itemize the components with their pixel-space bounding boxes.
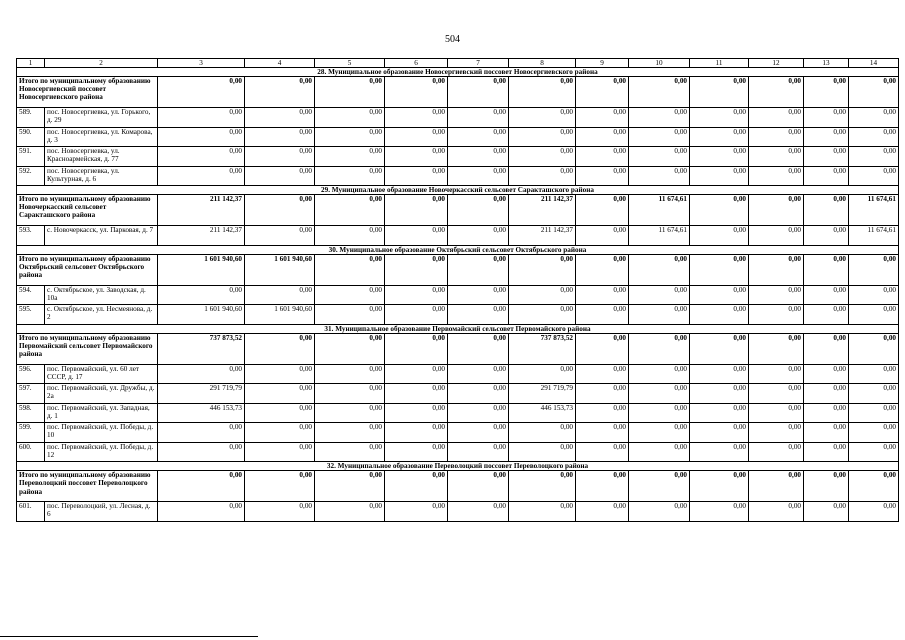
section-title: 31. Муниципальное образование Первомайский сельсовет Первомайского района xyxy=(17,324,899,333)
value-cell: 0,00 xyxy=(804,254,849,285)
row-number: 593. xyxy=(17,226,45,246)
value-cell: 0,00 xyxy=(749,442,804,462)
value-cell: 0,00 xyxy=(849,423,899,443)
address-cell: пос. Первомайский, ул. Дружбы, д. 2а xyxy=(45,384,158,404)
value-cell: 0,00 xyxy=(749,285,804,305)
value-cell: 0,00 xyxy=(315,305,385,325)
value-cell: 0,00 xyxy=(576,127,629,147)
address-cell: пос. Переволоцкий, ул. Лесная, д. 6 xyxy=(45,502,158,522)
value-cell: 0,00 xyxy=(629,147,690,167)
subtotal-label: Итого по муниципальному образованию Первомайский сельсовет Первомайского района xyxy=(17,333,158,364)
value-cell: 0,00 xyxy=(158,147,245,167)
value-cell: 0,00 xyxy=(158,442,245,462)
value-cell: 0,00 xyxy=(629,333,690,364)
table-row xyxy=(17,384,899,404)
row-number: 589. xyxy=(17,108,45,128)
value-cell: 0,00 xyxy=(690,384,749,404)
value-cell: 1 601 940,60 xyxy=(158,254,245,285)
value-cell: 0,00 xyxy=(690,442,749,462)
value-cell: 737 873,52 xyxy=(509,333,576,364)
value-cell: 0,00 xyxy=(315,502,385,522)
value-cell: 0,00 xyxy=(690,364,749,384)
value-cell: 0,00 xyxy=(804,108,849,128)
value-cell: 0,00 xyxy=(576,195,629,226)
value-cell: 0,00 xyxy=(690,285,749,305)
section-header-row xyxy=(17,324,899,333)
value-cell: 0,00 xyxy=(158,108,245,128)
value-cell: 0,00 xyxy=(749,147,804,167)
value-cell: 0,00 xyxy=(315,423,385,443)
value-cell: 0,00 xyxy=(448,364,509,384)
value-cell: 0,00 xyxy=(448,254,509,285)
value-cell: 0,00 xyxy=(576,147,629,167)
value-cell: 0,00 xyxy=(629,403,690,423)
value-cell: 0,00 xyxy=(804,127,849,147)
value-cell: 0,00 xyxy=(158,364,245,384)
value-cell: 0,00 xyxy=(385,333,448,364)
value-cell: 0,00 xyxy=(849,77,899,108)
table-body xyxy=(17,59,899,522)
value-cell: 0,00 xyxy=(509,364,576,384)
value-cell: 0,00 xyxy=(749,226,804,246)
value-cell: 0,00 xyxy=(448,108,509,128)
value-cell: 0,00 xyxy=(158,471,245,502)
subtotal-label: Итого по муниципальному образованию Новосергиевский поссовет Новосергиевского района xyxy=(17,77,158,108)
address-cell: с. Новочеркасск, ул. Парковая, д. 7 xyxy=(45,226,158,246)
value-cell: 0,00 xyxy=(804,226,849,246)
value-cell: 0,00 xyxy=(849,502,899,522)
column-header: 1 xyxy=(17,59,45,68)
value-cell: 0,00 xyxy=(385,364,448,384)
value-cell: 0,00 xyxy=(690,226,749,246)
value-cell: 0,00 xyxy=(245,384,315,404)
value-cell: 0,00 xyxy=(245,502,315,522)
subtotal-row xyxy=(17,254,899,285)
value-cell: 0,00 xyxy=(576,403,629,423)
value-cell: 0,00 xyxy=(315,285,385,305)
value-cell: 0,00 xyxy=(245,364,315,384)
value-cell: 0,00 xyxy=(315,471,385,502)
value-cell: 0,00 xyxy=(749,254,804,285)
row-number: 591. xyxy=(17,147,45,167)
value-cell: 0,00 xyxy=(245,127,315,147)
value-cell: 0,00 xyxy=(629,127,690,147)
value-cell: 0,00 xyxy=(448,166,509,186)
value-cell: 0,00 xyxy=(849,166,899,186)
value-cell: 0,00 xyxy=(245,166,315,186)
value-cell: 0,00 xyxy=(245,226,315,246)
address-cell: пос. Новосергиевка, ул. Культурная, д. 6 xyxy=(45,166,158,186)
value-cell: 0,00 xyxy=(849,364,899,384)
value-cell: 0,00 xyxy=(804,364,849,384)
value-cell: 0,00 xyxy=(849,108,899,128)
value-cell: 211 142,37 xyxy=(158,226,245,246)
value-cell: 0,00 xyxy=(315,364,385,384)
value-cell: 0,00 xyxy=(576,77,629,108)
value-cell: 0,00 xyxy=(849,442,899,462)
value-cell: 0,00 xyxy=(385,166,448,186)
value-cell: 0,00 xyxy=(509,285,576,305)
value-cell: 0,00 xyxy=(245,403,315,423)
table-row xyxy=(17,127,899,147)
budget-table xyxy=(16,58,899,522)
value-cell: 0,00 xyxy=(315,127,385,147)
value-cell: 11 674,61 xyxy=(629,195,690,226)
column-header: 8 xyxy=(509,59,576,68)
value-cell: 0,00 xyxy=(245,195,315,226)
subtotal-label: Итого по муниципальному образованию Новочеркасский сельсовет Саракташского района xyxy=(17,195,158,226)
value-cell: 0,00 xyxy=(629,442,690,462)
value-cell: 0,00 xyxy=(448,226,509,246)
column-header: 5 xyxy=(315,59,385,68)
value-cell: 0,00 xyxy=(385,108,448,128)
row-number: 601. xyxy=(17,502,45,522)
value-cell: 0,00 xyxy=(245,442,315,462)
address-cell: пос. Первомайский, ул. Западная, д. 1 xyxy=(45,403,158,423)
value-cell: 0,00 xyxy=(576,423,629,443)
value-cell: 1 601 940,60 xyxy=(245,305,315,325)
value-cell: 0,00 xyxy=(385,423,448,443)
section-title: 32. Муниципальное образование Переволоцкий поссовет Переволоцкого района xyxy=(17,462,899,471)
value-cell: 0,00 xyxy=(385,471,448,502)
value-cell: 0,00 xyxy=(749,384,804,404)
value-cell: 0,00 xyxy=(629,502,690,522)
section-header-row xyxy=(17,462,899,471)
address-cell: с. Октябрьское, ул. Несмеянова, д. 2 xyxy=(45,305,158,325)
value-cell: 211 142,37 xyxy=(158,195,245,226)
value-cell: 0,00 xyxy=(629,166,690,186)
value-cell: 0,00 xyxy=(448,333,509,364)
value-cell: 0,00 xyxy=(690,147,749,167)
value-cell: 0,00 xyxy=(315,166,385,186)
value-cell: 0,00 xyxy=(245,333,315,364)
value-cell: 0,00 xyxy=(576,285,629,305)
row-number: 592. xyxy=(17,166,45,186)
row-number: 596. xyxy=(17,364,45,384)
section-title: 30. Муниципальное образование Октябрьский сельсовет Октябрьского района xyxy=(17,245,899,254)
value-cell: 0,00 xyxy=(315,77,385,108)
subtotal-row xyxy=(17,333,899,364)
value-cell: 0,00 xyxy=(385,254,448,285)
address-cell: пос. Первомайский, ул. Победы, д. 12 xyxy=(45,442,158,462)
value-cell: 0,00 xyxy=(509,442,576,462)
value-cell: 211 142,37 xyxy=(509,195,576,226)
value-cell: 0,00 xyxy=(804,442,849,462)
value-cell: 0,00 xyxy=(245,147,315,167)
value-cell: 0,00 xyxy=(690,471,749,502)
value-cell: 0,00 xyxy=(448,423,509,443)
value-cell: 0,00 xyxy=(158,127,245,147)
value-cell: 11 674,61 xyxy=(629,226,690,246)
value-cell: 0,00 xyxy=(749,333,804,364)
section-title: 28. Муниципальное образование Новосергиевский поссовет Новосергиевского района xyxy=(17,68,899,77)
value-cell: 0,00 xyxy=(849,471,899,502)
table-row xyxy=(17,166,899,186)
value-cell: 0,00 xyxy=(804,77,849,108)
value-cell: 0,00 xyxy=(448,147,509,167)
column-header: 6 xyxy=(385,59,448,68)
value-cell: 0,00 xyxy=(448,442,509,462)
value-cell: 0,00 xyxy=(690,333,749,364)
value-cell: 0,00 xyxy=(448,384,509,404)
value-cell: 0,00 xyxy=(629,77,690,108)
value-cell: 446 153,73 xyxy=(509,403,576,423)
column-header: 10 xyxy=(629,59,690,68)
table-row xyxy=(17,147,899,167)
value-cell: 1 601 940,60 xyxy=(245,254,315,285)
row-number: 590. xyxy=(17,127,45,147)
value-cell: 0,00 xyxy=(448,471,509,502)
row-number: 594. xyxy=(17,285,45,305)
column-header: 12 xyxy=(749,59,804,68)
value-cell: 0,00 xyxy=(690,195,749,226)
value-cell: 0,00 xyxy=(629,471,690,502)
table-row xyxy=(17,423,899,443)
table-row xyxy=(17,403,899,423)
value-cell: 0,00 xyxy=(509,127,576,147)
value-cell: 0,00 xyxy=(690,77,749,108)
value-cell: 0,00 xyxy=(849,384,899,404)
address-cell: пос. Первомайский, ул. 60 лет СССР, д. 17 xyxy=(45,364,158,384)
column-header: 9 xyxy=(576,59,629,68)
value-cell: 0,00 xyxy=(804,403,849,423)
column-header: 14 xyxy=(849,59,899,68)
subtotal-label: Итого по муниципальному образованию Октябрьский сельсовет Октябрьского района xyxy=(17,254,158,285)
value-cell: 0,00 xyxy=(629,423,690,443)
value-cell: 0,00 xyxy=(158,502,245,522)
value-cell: 0,00 xyxy=(315,147,385,167)
value-cell: 0,00 xyxy=(849,127,899,147)
value-cell: 0,00 xyxy=(509,305,576,325)
column-header: 7 xyxy=(448,59,509,68)
value-cell: 0,00 xyxy=(576,166,629,186)
value-cell: 0,00 xyxy=(315,195,385,226)
value-cell: 0,00 xyxy=(576,305,629,325)
value-cell: 0,00 xyxy=(315,333,385,364)
value-cell: 446 153,73 xyxy=(158,403,245,423)
value-cell: 0,00 xyxy=(804,502,849,522)
address-cell: с. Октябрьское, ул. Заводская, д. 10а xyxy=(45,285,158,305)
column-header: 11 xyxy=(690,59,749,68)
value-cell: 0,00 xyxy=(690,166,749,186)
value-cell: 0,00 xyxy=(629,384,690,404)
table-row xyxy=(17,364,899,384)
subtotal-row xyxy=(17,195,899,226)
value-cell: 0,00 xyxy=(158,166,245,186)
value-cell: 0,00 xyxy=(245,471,315,502)
value-cell: 0,00 xyxy=(509,254,576,285)
value-cell: 0,00 xyxy=(576,254,629,285)
value-cell: 0,00 xyxy=(385,305,448,325)
value-cell: 0,00 xyxy=(690,127,749,147)
value-cell: 0,00 xyxy=(804,195,849,226)
value-cell: 0,00 xyxy=(749,305,804,325)
row-number: 597. xyxy=(17,384,45,404)
value-cell: 0,00 xyxy=(245,285,315,305)
value-cell: 0,00 xyxy=(749,502,804,522)
value-cell: 0,00 xyxy=(509,108,576,128)
value-cell: 0,00 xyxy=(576,333,629,364)
value-cell: 0,00 xyxy=(749,166,804,186)
footer-rule xyxy=(0,636,258,637)
value-cell: 0,00 xyxy=(690,423,749,443)
value-cell: 0,00 xyxy=(849,147,899,167)
value-cell: 0,00 xyxy=(509,502,576,522)
column-header: 4 xyxy=(245,59,315,68)
value-cell: 0,00 xyxy=(509,77,576,108)
value-cell: 0,00 xyxy=(804,147,849,167)
value-cell: 0,00 xyxy=(448,502,509,522)
value-cell: 0,00 xyxy=(749,127,804,147)
column-header: 2 xyxy=(45,59,158,68)
value-cell: 0,00 xyxy=(448,403,509,423)
value-cell: 0,00 xyxy=(849,333,899,364)
value-cell: 0,00 xyxy=(629,305,690,325)
value-cell: 0,00 xyxy=(749,77,804,108)
value-cell: 291 719,79 xyxy=(158,384,245,404)
value-cell: 0,00 xyxy=(804,166,849,186)
address-cell: пос. Новосергиевка, ул. Красноармейская, д. 77 xyxy=(45,147,158,167)
value-cell: 0,00 xyxy=(749,195,804,226)
section-header-row xyxy=(17,68,899,77)
value-cell: 0,00 xyxy=(385,403,448,423)
value-cell: 0,00 xyxy=(385,384,448,404)
value-cell: 0,00 xyxy=(629,254,690,285)
value-cell: 0,00 xyxy=(385,127,448,147)
value-cell: 0,00 xyxy=(448,285,509,305)
value-cell: 0,00 xyxy=(385,285,448,305)
value-cell: 0,00 xyxy=(158,77,245,108)
row-number: 599. xyxy=(17,423,45,443)
table-row xyxy=(17,502,899,522)
value-cell: 0,00 xyxy=(315,108,385,128)
value-cell: 0,00 xyxy=(158,285,245,305)
value-cell: 0,00 xyxy=(385,147,448,167)
value-cell: 0,00 xyxy=(804,305,849,325)
value-cell: 0,00 xyxy=(315,384,385,404)
value-cell: 0,00 xyxy=(629,364,690,384)
value-cell: 0,00 xyxy=(448,195,509,226)
value-cell: 0,00 xyxy=(690,305,749,325)
value-cell: 0,00 xyxy=(245,108,315,128)
value-cell: 0,00 xyxy=(315,254,385,285)
value-cell: 0,00 xyxy=(509,166,576,186)
row-number: 598. xyxy=(17,403,45,423)
value-cell: 0,00 xyxy=(804,471,849,502)
value-cell: 0,00 xyxy=(690,502,749,522)
row-number: 595. xyxy=(17,305,45,325)
column-header: 13 xyxy=(804,59,849,68)
value-cell: 0,00 xyxy=(629,285,690,305)
value-cell: 0,00 xyxy=(749,423,804,443)
section-header-row xyxy=(17,245,899,254)
value-cell: 0,00 xyxy=(629,108,690,128)
value-cell: 211 142,37 xyxy=(509,226,576,246)
value-cell: 0,00 xyxy=(576,384,629,404)
value-cell: 0,00 xyxy=(448,305,509,325)
value-cell: 0,00 xyxy=(245,423,315,443)
value-cell: 0,00 xyxy=(690,254,749,285)
value-cell: 0,00 xyxy=(576,226,629,246)
column-number-header-row xyxy=(17,59,899,68)
section-title: 29. Муниципальное образование Новочеркасский сельсовет Саракташского района xyxy=(17,186,899,195)
address-cell: пос. Первомайский, ул. Победы, д. 10 xyxy=(45,423,158,443)
value-cell: 11 674,61 xyxy=(849,195,899,226)
value-cell: 0,00 xyxy=(315,442,385,462)
address-cell: пос. Новосергиевка, ул. Комарова, д. 3 xyxy=(45,127,158,147)
row-number: 600. xyxy=(17,442,45,462)
value-cell: 0,00 xyxy=(448,127,509,147)
column-header: 3 xyxy=(158,59,245,68)
value-cell: 0,00 xyxy=(804,423,849,443)
value-cell: 0,00 xyxy=(509,147,576,167)
table-row xyxy=(17,442,899,462)
address-cell: пос. Новосергиевка, ул. Горького, д. 29 xyxy=(45,108,158,128)
value-cell: 0,00 xyxy=(385,502,448,522)
value-cell: 0,00 xyxy=(509,471,576,502)
value-cell: 11 674,61 xyxy=(849,226,899,246)
value-cell: 737 873,52 xyxy=(158,333,245,364)
subtotal-label: Итого по муниципальному образованию Переволоцкий поссовет Переволоцкого района xyxy=(17,471,158,502)
subtotal-row xyxy=(17,471,899,502)
table-row xyxy=(17,285,899,305)
value-cell: 0,00 xyxy=(315,226,385,246)
value-cell: 0,00 xyxy=(576,108,629,128)
value-cell: 0,00 xyxy=(804,333,849,364)
value-cell: 0,00 xyxy=(690,108,749,128)
value-cell: 0,00 xyxy=(245,77,315,108)
value-cell: 0,00 xyxy=(158,423,245,443)
value-cell: 0,00 xyxy=(576,442,629,462)
value-cell: 0,00 xyxy=(849,403,899,423)
value-cell: 0,00 xyxy=(385,442,448,462)
value-cell: 0,00 xyxy=(385,226,448,246)
value-cell: 0,00 xyxy=(509,423,576,443)
value-cell: 0,00 xyxy=(576,364,629,384)
table-row xyxy=(17,108,899,128)
subtotal-row xyxy=(17,77,899,108)
section-header-row xyxy=(17,186,899,195)
table-row xyxy=(17,226,899,246)
value-cell: 0,00 xyxy=(749,403,804,423)
value-cell: 1 601 940,60 xyxy=(158,305,245,325)
value-cell: 0,00 xyxy=(804,384,849,404)
page-number: 504 xyxy=(445,34,460,45)
value-cell: 0,00 xyxy=(690,403,749,423)
value-cell: 0,00 xyxy=(315,403,385,423)
value-cell: 0,00 xyxy=(849,285,899,305)
value-cell: 0,00 xyxy=(749,364,804,384)
value-cell: 0,00 xyxy=(576,502,629,522)
value-cell: 0,00 xyxy=(849,305,899,325)
value-cell: 0,00 xyxy=(749,471,804,502)
value-cell: 0,00 xyxy=(385,77,448,108)
value-cell: 0,00 xyxy=(576,471,629,502)
value-cell: 0,00 xyxy=(385,195,448,226)
value-cell: 0,00 xyxy=(749,108,804,128)
value-cell: 0,00 xyxy=(804,285,849,305)
value-cell: 291 719,79 xyxy=(509,384,576,404)
value-cell: 0,00 xyxy=(849,254,899,285)
value-cell: 0,00 xyxy=(448,77,509,108)
table-row xyxy=(17,305,899,325)
